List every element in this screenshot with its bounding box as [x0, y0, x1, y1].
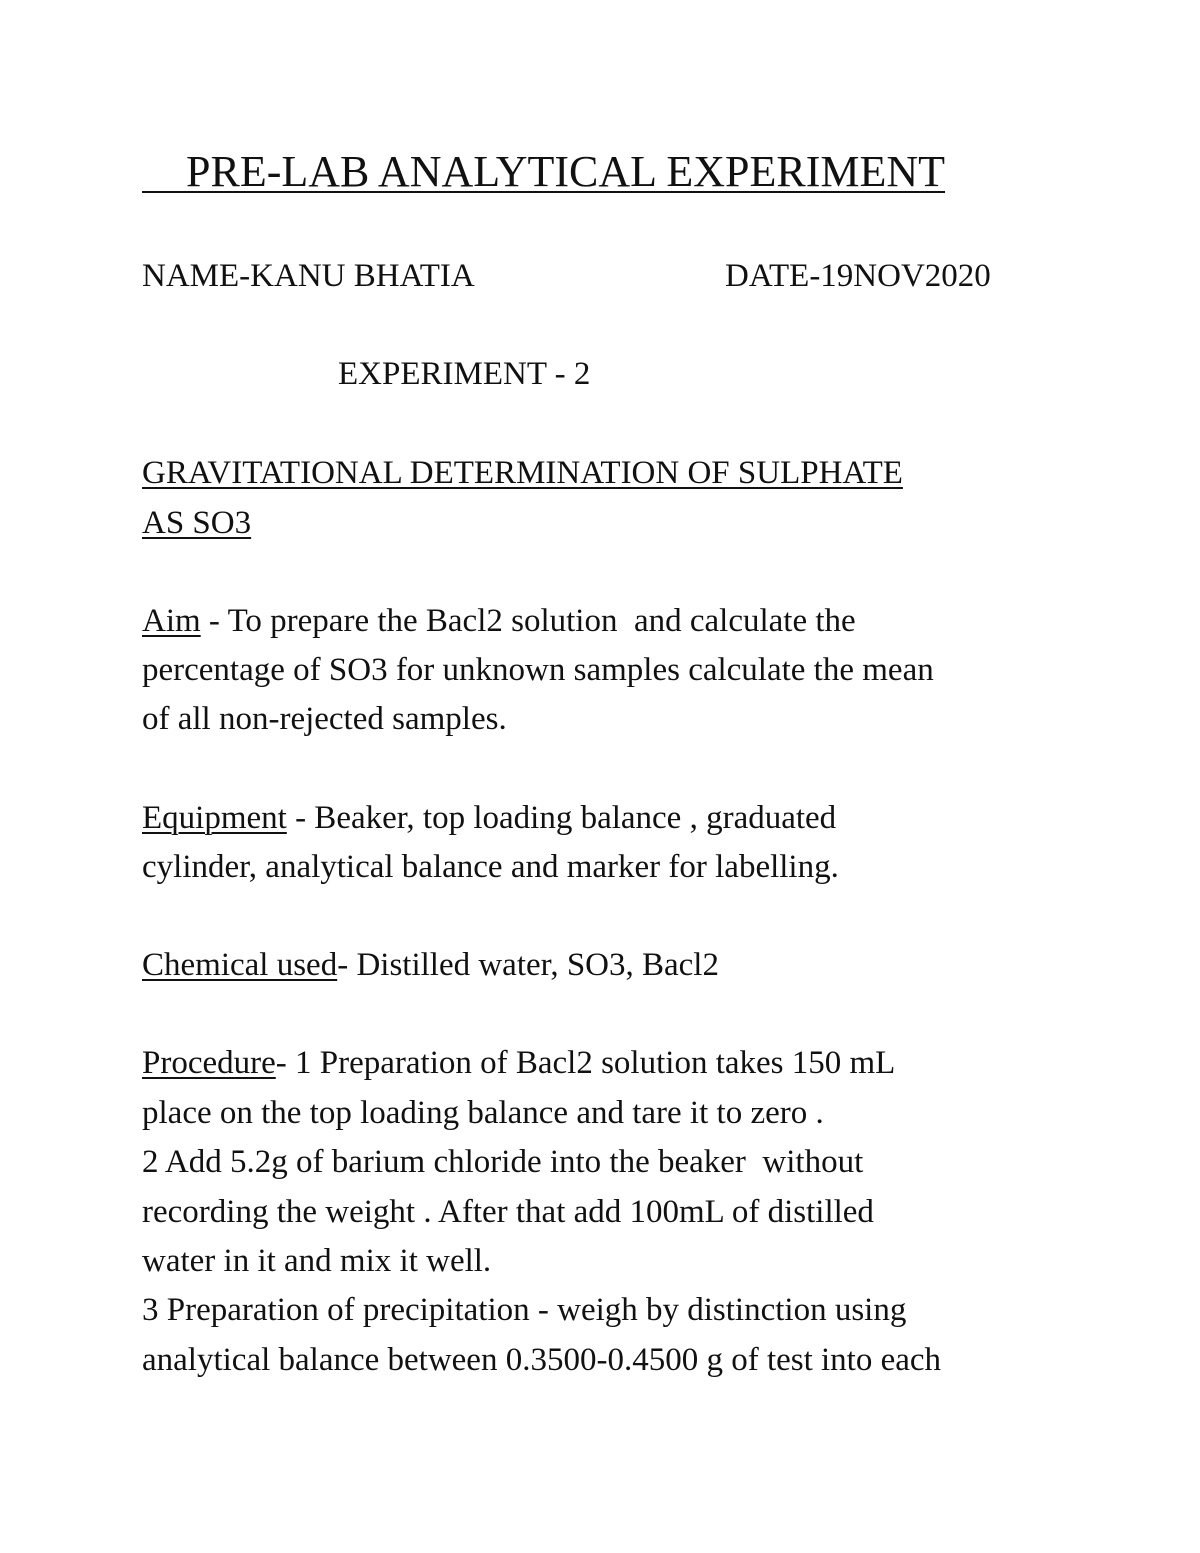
chemical-line-1	[142, 945, 719, 985]
experiment-heading-line-2: AS SO3	[142, 505, 252, 541]
experiment-number: EXPERIMENT - 2	[338, 356, 591, 392]
procedure-line-4: recording the weight . After that add 100mL of distilled	[142, 1194, 874, 1230]
aim-text-1: - To prepare the Bacl2 solution and calculate the	[200, 603, 856, 639]
procedure-line-3: 2 Add 5.2g of barium chloride into the beaker without	[142, 1144, 864, 1180]
equipment-text-1: - Beaker, top loading balance , graduated	[286, 800, 837, 836]
procedure-label: Procedure	[142, 1045, 276, 1081]
aim-label: Aim	[142, 603, 201, 639]
equipment-line-1	[142, 798, 836, 838]
chemical-label: Chemical used	[142, 947, 338, 983]
equipment-line-2: cylinder, analytical balance and marker for labelling.	[142, 849, 839, 885]
experiment-heading-line-1: GRAVITATIONAL DETERMINATION OF SULPHATE	[142, 455, 903, 491]
chemical-text-1: - Distilled water, SO3, Bacl2	[337, 947, 719, 983]
equipment-label: Equipment	[142, 800, 287, 836]
aim-line-1	[142, 601, 856, 641]
document-title: PRE-LAB ANALYTICAL EXPERIMENT	[142, 147, 946, 196]
aim-line-2: percentage of SO3 for unknown samples calculate the mean	[142, 652, 934, 688]
procedure-line-2: place on the top loading balance and tare it to zero .	[142, 1095, 824, 1131]
procedure-line-7: analytical balance between 0.3500-0.4500 g of test into each	[142, 1342, 942, 1378]
procedure-line-1	[142, 1043, 895, 1083]
procedure-line-6: 3 Preparation of precipitation - weigh by distinction using	[142, 1292, 907, 1328]
experiment-date: DATE-19NOV2020	[725, 258, 991, 294]
aim-line-3: of all non-rejected samples.	[142, 701, 507, 737]
student-name: NAME-KANU BHATIA	[142, 258, 475, 294]
procedure-text-1: - 1 Preparation of Bacl2 solution takes 150 mL	[275, 1045, 896, 1081]
procedure-line-5: water in it and mix it well.	[142, 1243, 492, 1279]
